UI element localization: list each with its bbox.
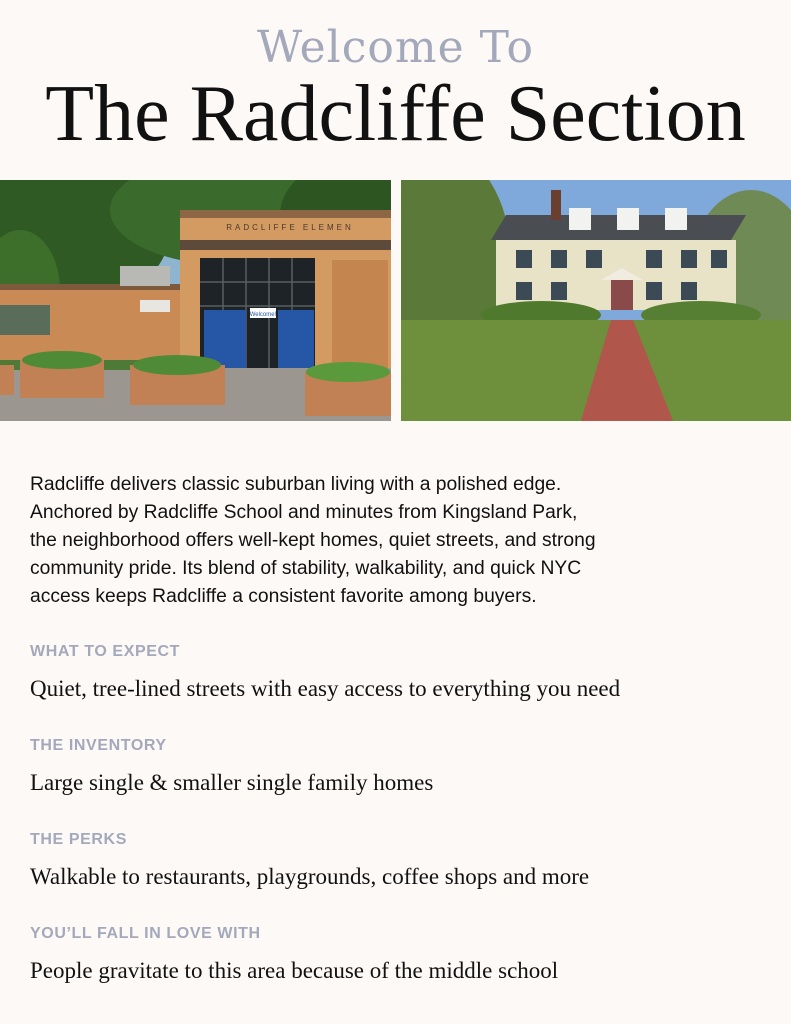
intro-line: Anchored by Radcliffe School and minutes from Kingsland Park,	[30, 502, 578, 523]
intro-line: access keeps Radcliffe a consistent favorite among buyers.	[30, 586, 537, 607]
school-photo	[0, 180, 391, 421]
section-value-inventory: Large single & smaller single family homes	[30, 770, 434, 795]
door-sign: Welcome!	[249, 312, 277, 318]
house-photo	[401, 180, 791, 421]
intro-line: the neighborhood offers well-kept homes, quiet streets, and strong	[30, 530, 596, 551]
page-title: The Radcliffe Section	[45, 70, 746, 158]
section-label-inventory: THE INVENTORY	[30, 737, 167, 754]
section-label-perks: THE PERKS	[30, 831, 127, 848]
intro-line: community pride. Its blend of stability, walkability, and quick NYC	[30, 558, 582, 579]
house-illustration	[401, 180, 791, 421]
intro-paragraph	[30, 471, 770, 611]
section-value-what-to-expect: Quiet, tree-lined streets with easy access to everything you need	[30, 676, 621, 701]
section-value-fall-in-love: People gravitate to this area because of the middle school	[30, 958, 559, 983]
school-illustration	[0, 180, 391, 421]
section-label-fall-in-love: YOU’LL FALL IN LOVE WITH	[30, 925, 261, 942]
section-label-what-to-expect: WHAT TO EXPECT	[30, 643, 181, 660]
intro-line: Radcliffe delivers classic suburban living with a polished edge.	[30, 474, 562, 495]
welcome-kicker: Welcome To	[256, 22, 535, 73]
section-value-perks: Walkable to restaurants, playgrounds, coffee shops and more	[30, 864, 590, 889]
school-sign: RADCLIFFE ELEMEN	[226, 223, 354, 232]
